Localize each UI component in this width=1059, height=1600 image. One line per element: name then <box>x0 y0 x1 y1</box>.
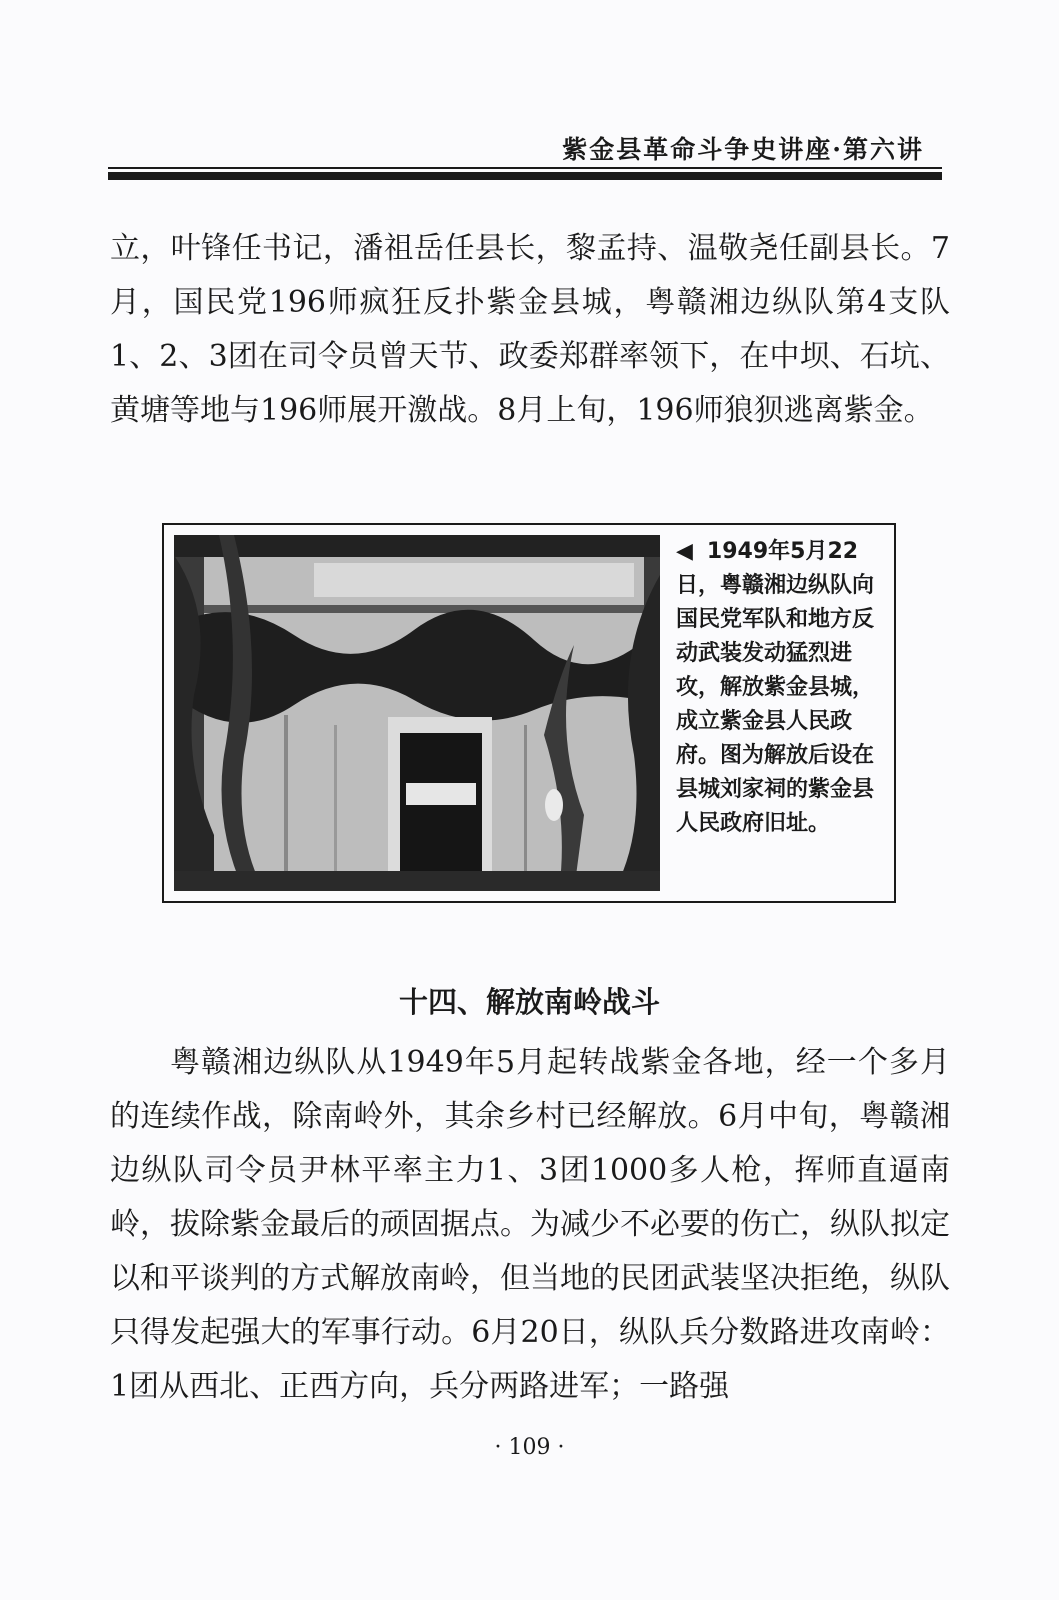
historic-building-photo <box>174 535 660 891</box>
figure-caption <box>676 535 881 841</box>
section-title: 十四、解放南岭战斗 <box>398 985 660 1019</box>
body-paragraph-2: 粤赣湘边纵队从1949年5月起转战紫金各地，经一个多月的连续作战，除南岭外，其余乡村已经解放。6月中旬，粤赣湘边纵队司令员尹林平率主力1、3团1000多人枪，挥师直逼南岭，拔除紫金最后的顽固据点。为减少不必要的伤亡，纵队拟定以和平谈判的方式解放南岭，但当地的民团武装坚决拒绝，纵队只得发起强大的军事行动。6月20日，纵队兵分数路进攻南岭：1团从西北、正西方向，兵分两路进军；一路强 <box>110 1045 950 1404</box>
page-number: · 109 · <box>494 1435 565 1460</box>
left-triangle-icon: ◀ <box>676 539 693 564</box>
header-rule-thick <box>108 172 942 180</box>
header-rule-thin <box>108 167 942 169</box>
running-title: 紫金县革命斗争史讲座·第六讲 <box>562 135 924 164</box>
figure-caption-text: 1949年5月22日，粤赣湘边纵队向国民党军队和地方反动武装发动猛烈进攻，解放紫金县城，成立紫金县人民政府。图为解放后设在县城刘家祠的紫金县人民政府旧址。 <box>676 539 875 836</box>
body-paragraph-1: 立，叶锋任书记，潘祖岳任县长，黎孟持、温敬尧任副县长。7月，国民党196师疯狂反扑紫金县城，粤赣湘边纵队第4支队1、2、3团在司令员曾天节、政委郑群率领下，在中坝、石坑、黄塘等地与196师展开激战。8月上旬，196师狼狈逃离紫金。 <box>110 231 950 428</box>
figure-box <box>162 523 896 903</box>
